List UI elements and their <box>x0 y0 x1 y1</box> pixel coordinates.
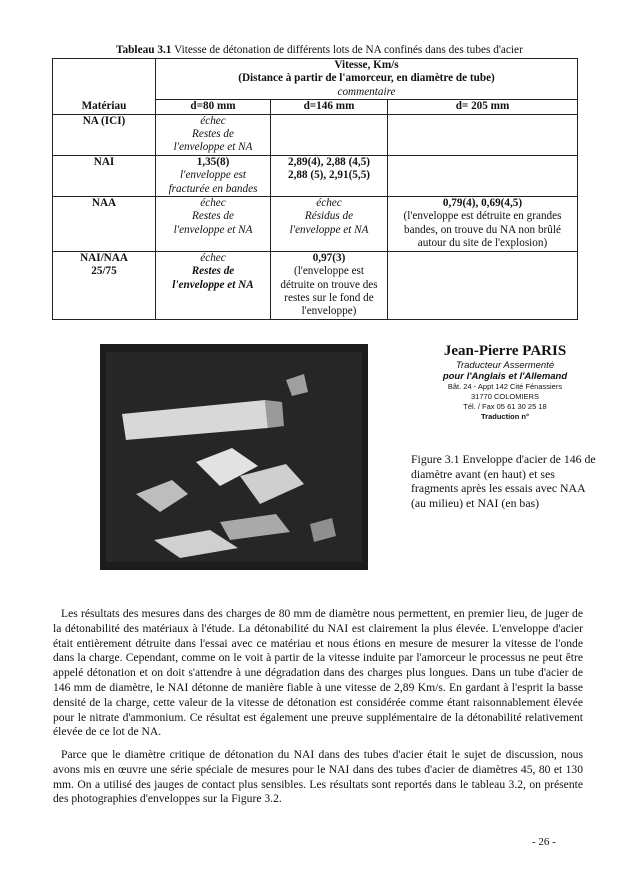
header-velocity <box>156 59 578 100</box>
material-line: NAI/NAA <box>80 251 128 264</box>
cell-line: échec <box>200 197 226 210</box>
table-row <box>53 114 578 155</box>
figure-caption <box>411 452 601 510</box>
cell-146 <box>271 251 388 319</box>
cell-205 <box>388 155 578 196</box>
cell-line: Résidus de <box>304 210 354 223</box>
steel-casing-photo <box>100 344 368 570</box>
table-row <box>53 197 578 252</box>
cell-value: 0,79(4), 0,69(4,5) <box>442 197 523 210</box>
cell-value: 2,88 (5), 2,91(5,5) <box>287 169 371 182</box>
cell-146 <box>271 114 388 155</box>
cell-line: l'enveloppe) <box>301 305 357 318</box>
cell-line: détruite on trouve des <box>280 278 378 291</box>
cell-line: l'enveloppe et NA <box>173 223 253 236</box>
stamp-translation-number: Traduction n° <box>481 412 529 421</box>
cell-146 <box>271 197 388 252</box>
table-caption-label: Tableau 3.1 <box>116 44 172 56</box>
stamp-languages: pour l'Anglais et l'Allemand <box>442 371 568 382</box>
cell-205 <box>388 251 578 319</box>
column-header-205: d= 205 mm <box>388 100 578 114</box>
translator-stamp <box>420 343 590 422</box>
header-distance: (Distance à partir de l'amorceur, en diamètre de tube) <box>238 72 495 85</box>
cell-80 <box>156 114 271 155</box>
cell-line: autour du site de l'explosion) <box>417 237 548 250</box>
stamp-title: Traducteur Assermenté <box>455 360 555 371</box>
cell-line: l'enveloppe et NA <box>172 278 254 291</box>
cell-line: (l'enveloppe est détruite en grandes <box>403 210 562 223</box>
cell-205 <box>388 197 578 252</box>
body-paragraph-2: Parce que le diamètre critique de détonation du NAI dans des tubes d'acier était le sujet de discussion, nous avons mis en œuvre une série spéciale de mesures pour le NAI dans des tubes d'acier de diamètres 45, 80 et 130 mm. On a utilisé des jauges de contact plus sensibles. Les résultats sont reportés dans le tableau 3.2, on présente des photographies d'enveloppes sur la Figure 3.2. <box>53 748 583 806</box>
cell-line: Restes de <box>192 128 234 141</box>
header-material: Matériau <box>53 59 156 115</box>
stamp-city: 31770 COLOMIERS <box>471 392 539 401</box>
cell-line: fracturée en bandes <box>168 182 258 195</box>
cell-line: échec <box>200 114 226 127</box>
cell-line: l'enveloppe et NA <box>289 223 369 236</box>
cell-line: restes sur le fond de <box>284 291 374 304</box>
table-row <box>53 155 578 196</box>
table-caption <box>116 44 523 56</box>
cell-value: 0,97(3) <box>312 251 346 264</box>
cell-line: échec <box>200 251 226 264</box>
cell-line: Restes de <box>191 265 235 278</box>
cell-value: 2,89(4), 2,88 (4,5) <box>287 155 371 168</box>
stamp-name: Jean-Pierre PARIS <box>443 343 567 359</box>
figure-label: Figure 3.1 <box>411 452 460 466</box>
cell-line: échec <box>316 197 342 210</box>
table-caption-text: Vitesse de détonation de différents lots de NA confinés dans des tubes d'acier <box>171 44 523 56</box>
column-header-146: d=146 mm <box>271 100 388 114</box>
cell-80 <box>156 155 271 196</box>
material-cell: NAA <box>53 197 156 252</box>
material-line: 25/75 <box>91 265 117 278</box>
page-number: - 26 - <box>532 836 556 848</box>
figure-text: Enveloppe d'acier de 146 de diamètre avant (en haut) et ses fragments après les essais avec NAA (au milieu) et NAI (en bas) <box>411 452 596 510</box>
velocity-table <box>52 58 578 320</box>
column-header-80: d=80 mm <box>156 100 271 114</box>
cell-value: 1,35(8) <box>196 155 230 168</box>
cell-146 <box>271 155 388 196</box>
cell-80 <box>156 197 271 252</box>
cell-205 <box>388 114 578 155</box>
cell-line: (l'enveloppe est <box>293 265 365 278</box>
cell-80 <box>156 251 271 319</box>
body-paragraph-1: Les résultats des mesures dans des charges de 80 mm de diamètre nous permettent, en premier lieu, de juger de la détonabilité des matériaux à l'étude. La détonabilité du NAI est clairement la plus élevée. L'enveloppe d'acier était entièrement détruite dans l'essai avec ce matériau et nous étions en mesure de mesurer la vitesse de l'onde dans la charge. Cependant, comme on le voit à partir de la vitesse induite par l'amorceur le processus ne peut être appelé détonation et on doit s'attendre à une dégradation dans des charges plus longues. Dans un tube d'acier de 146 mm de diamètre, le NAI détonne de manière fiable à une vitesse de 2,89 Km/s. En gardant à l'esprit la basse densité de la charge, cette valeur de la vitesse de détonation est considérée comme étant raisonnablement élevée pour le nitrate d'ammonium. Ce résultat est également une preuve supplémentaire de la détonabilité relativement élevée de ce lot de NA. <box>53 607 583 739</box>
stamp-address: Bât. 24 - Appt 142 Cité Fénassiers <box>447 382 563 391</box>
header-comment: commentaire <box>337 85 396 98</box>
cell-line: Restes de <box>192 210 234 223</box>
header-velocity-title: Vitesse, Km/s <box>334 59 399 71</box>
material-cell <box>53 251 156 319</box>
stamp-phone: Tél. / Fax 05 61 30 25 18 <box>463 402 547 411</box>
cell-line: l'enveloppe est <box>179 169 247 182</box>
cell-line: l'enveloppe et NA <box>173 141 253 154</box>
table-row <box>53 251 578 319</box>
photo-illustration <box>100 344 368 570</box>
cell-line: bandes, on trouve du NA non brûlé <box>404 223 561 236</box>
material-cell: NAI <box>53 155 156 196</box>
material-cell: NA (ICI) <box>53 114 156 155</box>
